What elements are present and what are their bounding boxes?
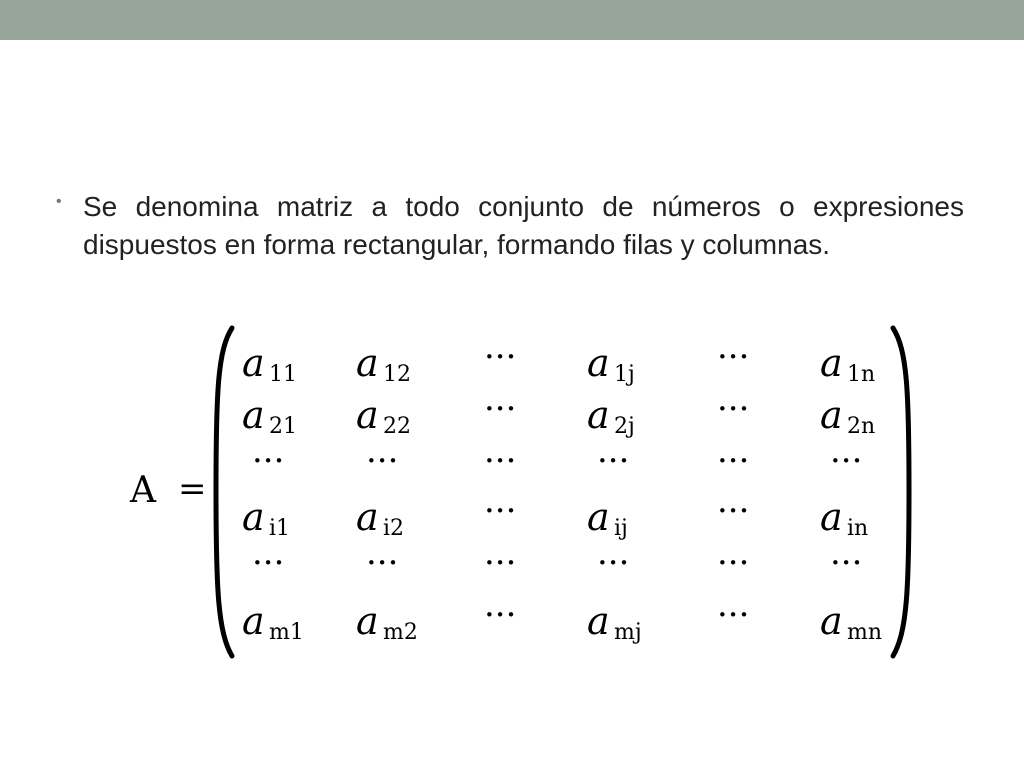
matrix-entry-base: a <box>242 495 265 539</box>
matrix-entry-subscript: mn <box>847 620 883 645</box>
matrix-entry <box>484 543 516 583</box>
matrix-entry <box>717 441 749 481</box>
matrix-entry <box>587 341 635 387</box>
left-matrix-bracket <box>216 328 232 656</box>
matrix-entry <box>830 441 862 481</box>
matrix-entry-subscript: i1 <box>269 516 291 541</box>
bullet-dot-icon: • <box>56 193 62 210</box>
matrix-entry-base: a <box>587 393 610 437</box>
matrix-ellipsis: ··· <box>717 337 750 377</box>
matrix-entry <box>252 543 284 583</box>
matrix-entry <box>366 441 398 481</box>
matrix-entry-base: a <box>242 341 265 385</box>
matrix-entry <box>820 599 882 645</box>
matrix-entry <box>356 599 418 645</box>
matrix-entry <box>242 341 297 387</box>
matrix-entry-subscript: m1 <box>269 620 304 645</box>
matrix-entry-subscript: 2j <box>614 414 635 439</box>
matrix-entry <box>597 441 629 481</box>
matrix-entry <box>820 393 875 439</box>
matrix-entry <box>587 599 642 645</box>
matrix-entry-subscript: ij <box>614 516 628 541</box>
matrix-entry <box>587 495 628 541</box>
matrix-entry <box>484 337 516 377</box>
matrix-entry-subscript: i2 <box>383 516 405 541</box>
matrix-entry-subscript: 11 <box>269 362 297 387</box>
matrix-entry <box>484 389 516 429</box>
matrix-entry <box>484 441 516 481</box>
matrix-entry <box>356 495 404 541</box>
bullet-paragraph <box>56 188 964 264</box>
matrix-ellipsis: ··· <box>366 543 399 583</box>
matrix-entry-subscript: m2 <box>383 620 418 645</box>
right-matrix-bracket <box>893 328 909 656</box>
slide-top-bar <box>0 0 1024 40</box>
matrix-entry <box>484 491 516 531</box>
matrix-ellipsis: ··· <box>597 441 630 481</box>
matrix-entry <box>356 341 411 387</box>
matrix-entry-base: a <box>356 393 379 437</box>
matrix-entry <box>242 495 290 541</box>
matrix-entry-base: a <box>820 599 843 643</box>
matrix-entry <box>587 393 635 439</box>
matrix-ellipsis: ··· <box>484 441 517 481</box>
matrix-entry-base: a <box>242 393 265 437</box>
matrix-entry-subscript: in <box>847 516 869 541</box>
matrix-entry <box>820 495 868 541</box>
matrix-entries <box>242 337 882 645</box>
matrix-ellipsis: ··· <box>717 441 750 481</box>
matrix-entry <box>597 543 629 583</box>
matrix-entry-subscript: 22 <box>383 414 411 439</box>
matrix-entry <box>820 341 875 387</box>
matrix-ellipsis: ··· <box>597 543 630 583</box>
matrix-entry-subscript: 1j <box>614 362 635 387</box>
matrix-ellipsis: ··· <box>717 595 750 635</box>
matrix-entry <box>242 393 297 439</box>
matrix-ellipsis: ··· <box>484 389 517 429</box>
matrix-ellipsis: ··· <box>484 595 517 635</box>
matrix-entry <box>717 543 749 583</box>
matrix-entry-base: a <box>356 495 379 539</box>
matrix-entry <box>830 543 862 583</box>
matrix-ellipsis: ··· <box>252 441 285 481</box>
matrix-entry-subscript: 1n <box>847 362 876 387</box>
matrix-entry-subscript: 12 <box>383 362 411 387</box>
matrix-ellipsis: ··· <box>717 491 750 531</box>
matrix-ellipsis: ··· <box>366 441 399 481</box>
matrix-entry-base: a <box>587 599 610 643</box>
matrix-entry <box>242 599 304 645</box>
matrix-ellipsis: ··· <box>484 491 517 531</box>
matrix-entry <box>356 393 411 439</box>
matrix-entry <box>717 337 749 377</box>
matrix-entry-subscript: 2n <box>847 414 876 439</box>
matrix-entry <box>717 389 749 429</box>
matrix-ellipsis: ··· <box>830 543 863 583</box>
equals-sign: = <box>178 469 207 509</box>
matrix-entry <box>252 441 284 481</box>
bullet-text: Se denomina matriz a todo conjunto de números o expresiones dispuestos en forma rectangular, formando filas y columnas. <box>83 191 964 260</box>
matrix-ellipsis: ··· <box>252 543 285 583</box>
matrix-name: A <box>130 470 156 511</box>
matrix-entry <box>717 491 749 531</box>
matrix-entry-base: a <box>820 495 843 539</box>
matrix-entry-base: a <box>820 393 843 437</box>
matrix-ellipsis: ··· <box>484 543 517 583</box>
matrix-entry-base: a <box>242 599 265 643</box>
matrix-entry-subscript: mj <box>614 620 642 645</box>
matrix-entry <box>484 595 516 635</box>
matrix-entry-base: a <box>587 495 610 539</box>
matrix-entry-base: a <box>587 341 610 385</box>
matrix-entry-base: a <box>356 599 379 643</box>
matrix-ellipsis: ··· <box>484 337 517 377</box>
matrix-entry <box>366 543 398 583</box>
matrix-ellipsis: ··· <box>830 441 863 481</box>
matrix-entry-base: a <box>356 341 379 385</box>
matrix-entry-base: a <box>820 341 843 385</box>
matrix-ellipsis: ··· <box>717 543 750 583</box>
matrix-ellipsis: ··· <box>717 389 750 429</box>
matrix-entry <box>717 595 749 635</box>
matrix-entry-subscript: 21 <box>269 414 297 439</box>
